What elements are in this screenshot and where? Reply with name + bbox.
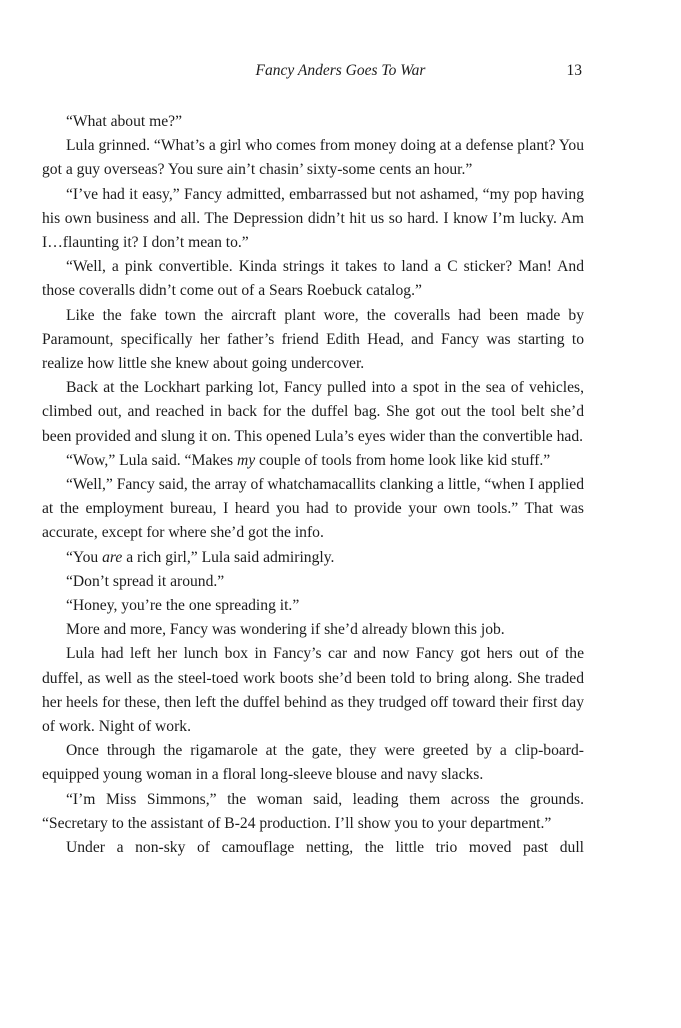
paragraph (42, 546, 584, 570)
paragraph-text: a rich girl,” Lula said admiringly. (122, 548, 335, 566)
paragraph (42, 134, 584, 182)
paragraph-text: “What about me?” (66, 113, 183, 130)
paragraph-text: couple of tools from home look like kid stuff.” (255, 451, 551, 469)
page-number: 13 (566, 62, 582, 79)
paragraph (42, 570, 584, 594)
paragraph-text: “Wow,” Lula said. “Makes (66, 451, 237, 469)
paragraph-text: More and more, Fancy was wondering if she’d already blown this job. (66, 621, 505, 639)
paragraph (42, 642, 584, 739)
paragraph (42, 110, 584, 134)
paragraph (42, 304, 584, 377)
body-text (42, 110, 584, 860)
paragraph-text: Under a non-sky of camouflage netting, the little trio moved past dull (66, 839, 584, 857)
paragraph-text: “Don’t spread it around.” (66, 572, 225, 590)
paragraph (42, 836, 584, 860)
paragraph-text: “You (66, 548, 103, 566)
paragraph-text: “I’m Miss Simmons,” the woman said, leading them across the grounds. “Secretary to the assistant of B-24 production. I’ll show you to your department.” (42, 790, 584, 832)
paragraph (42, 255, 584, 303)
paragraph-text: Back at the Lockhart parking lot, Fancy pulled into a spot in the sea of vehicles, climbed out, and reached in back for the duffel bag. She got out the tool belt she’d been provided and slung it on. This opened Lula’s eyes wider than the convertible had. (42, 379, 584, 445)
paragraph (42, 449, 584, 473)
paragraph (42, 376, 584, 449)
running-head-title: Fancy Anders Goes To War (255, 62, 426, 79)
paragraph-text: Lula had left her lunch box in Fancy’s car and now Fancy got hers out of the duffel, as well as the steel-toed work boots she’d been told to bring along. She traded her heels for these, then left the duffel behind as they trudged off toward their first day of work. Night of work. (42, 645, 584, 736)
emphasis-text: are (102, 548, 123, 566)
paragraph-text: “I’ve had it easy,” Fancy admitted, embarrassed but not ashamed, “my pop having his own business and all. The Depression didn’t hit us so hard. I know I’m lucky. Am I…flaunting it? I don’t mean to.” (42, 185, 584, 252)
paragraph (42, 788, 584, 836)
paragraph-text: Once through the rigamarole at the gate, they were greeted by a clip-board-equipped young woman in a floral long-sleeve blouse and navy slacks. (42, 742, 584, 784)
paragraph-text: “Honey, you’re the one spreading it.” (66, 597, 300, 615)
paragraph (42, 594, 584, 618)
paragraph (42, 473, 584, 546)
paragraph-text: Lula grinned. “What’s a girl who comes from money doing at a defense plant? You got a guy overseas? You sure ain’t chasin’ sixty-some cents an hour.” (42, 137, 584, 179)
paragraph-text: Like the fake town the aircraft plant wore, the coveralls had been made by Paramount, specifically her father’s friend Edith Head, and Fancy was starting to realize how little she knew about going undercover. (42, 306, 584, 373)
emphasis-text: my (236, 451, 256, 469)
paragraph-text: “Well,” Fancy said, the array of whatchamacallits clanking a little, “when I applied at the employment bureau, I heard you had to provide your own tools.” That was accurate, except for where she’d got the info. (42, 476, 584, 542)
paragraph (42, 739, 584, 787)
paragraph (42, 183, 584, 256)
paragraph (42, 618, 584, 642)
paragraph-text: “Well, a pink convertible. Kinda strings it takes to land a C sticker? Man! And those coveralls didn’t come out of a Sears Roebuck catalog.” (42, 258, 584, 300)
